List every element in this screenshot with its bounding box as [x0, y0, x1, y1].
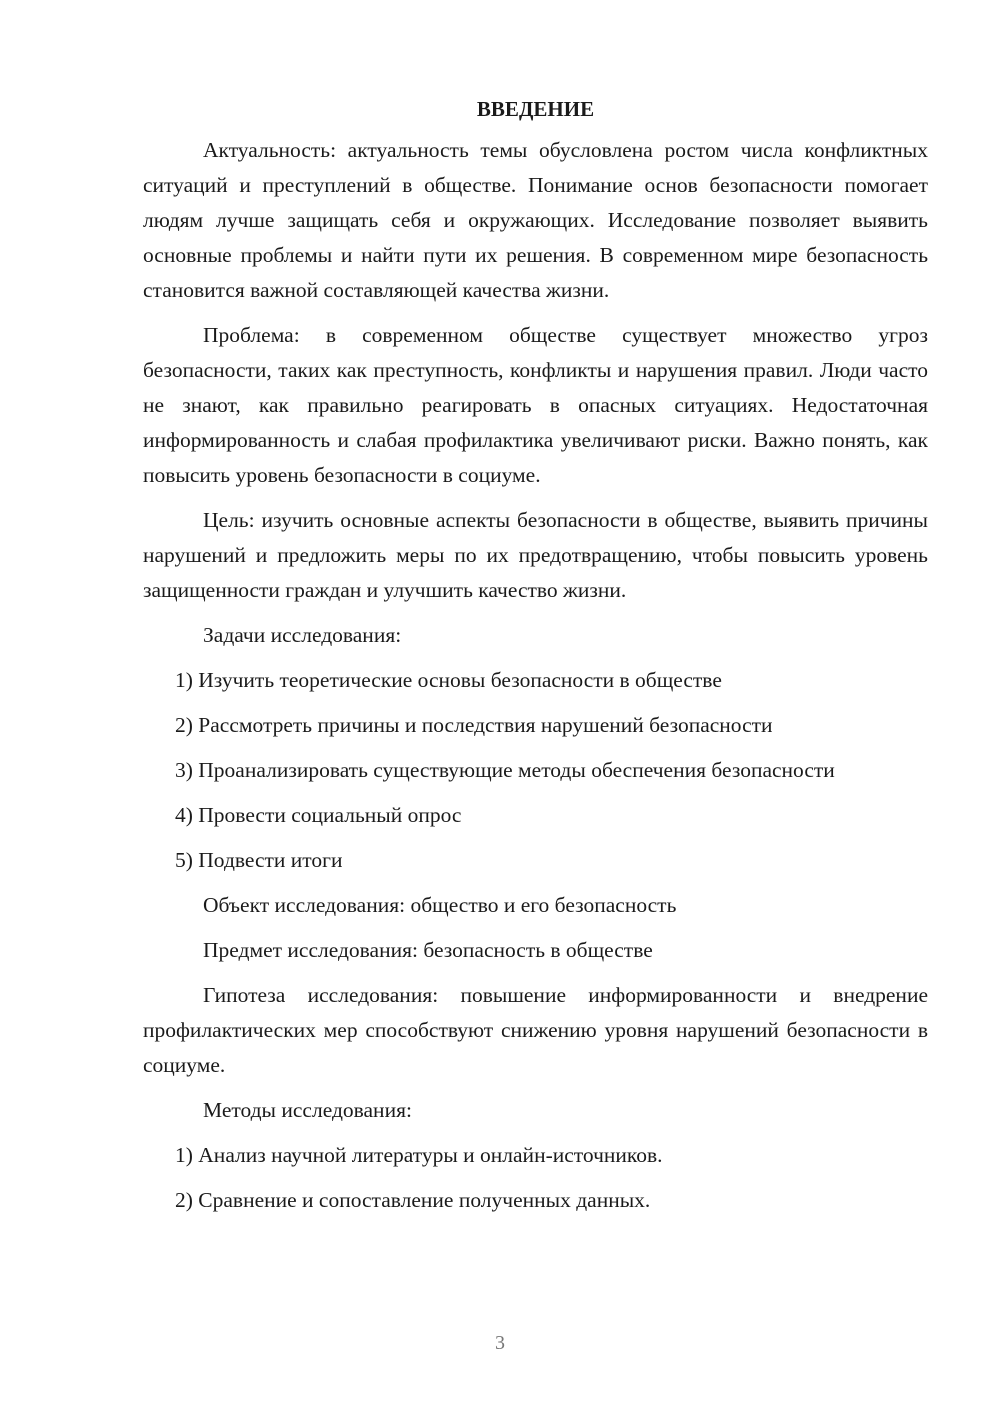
task-item-5: 5) Подвести итоги — [175, 848, 343, 872]
research-subject: Предмет исследования: безопасность в обществе — [203, 938, 653, 962]
problem-paragraph: Проблема: в современном обществе существует множество угроз безопасности, таких как преступность, конфликты и нарушения правил. Люди часто не знают, как правильно реагировать в опасных ситуациях. Недостаточная информированность и слабая профилактика увеличивают риски. Важно понять, как повысить уровень безопасности в социуме. — [143, 323, 928, 487]
task-item-2: 2) Рассмотреть причины и последствия нарушений безопасности — [175, 713, 773, 737]
relevance-paragraph: Актуальность: актуальность темы обусловлена ростом числа конфликтных ситуаций и преступлений в обществе. Понимание основ безопасности помогает людям лучше защищать себя и окружающих. Исследование позволяет выявить основные проблемы и найти пути их решения. В современном мире безопасность становится важной составляющей качества жизни. — [143, 138, 928, 302]
task-item-3: 3) Проанализировать существующие методы обеспечения безопасности — [175, 758, 835, 782]
tasks-heading: Задачи исследования: — [203, 623, 402, 647]
goal-paragraph: Цель: изучить основные аспекты безопасности в обществе, выявить причины нарушений и предложить меры по их предотвращению, чтобы повысить уровень защищенности граждан и улучшить качество жизни. — [143, 508, 928, 602]
task-item-4: 4) Провести социальный опрос — [175, 803, 462, 827]
hypothesis-paragraph: Гипотеза исследования: повышение информированности и внедрение профилактических мер способствуют снижению уровня нарушений безопасности в социуме. — [143, 983, 928, 1077]
method-item-1: 1) Анализ научной литературы и онлайн-источников. — [175, 1143, 663, 1167]
section-title: ВВЕДЕНИЕ — [476, 97, 595, 121]
task-item-1: 1) Изучить теоретические основы безопасности в обществе — [175, 668, 722, 692]
methods-heading: Методы исследования: — [203, 1098, 412, 1122]
page-number: 3 — [495, 1332, 505, 1354]
document-page — [143, 92, 928, 1228]
method-item-2: 2) Сравнение и сопоставление полученных данных. — [175, 1188, 651, 1212]
research-object: Объект исследования: общество и его безопасность — [203, 893, 677, 917]
